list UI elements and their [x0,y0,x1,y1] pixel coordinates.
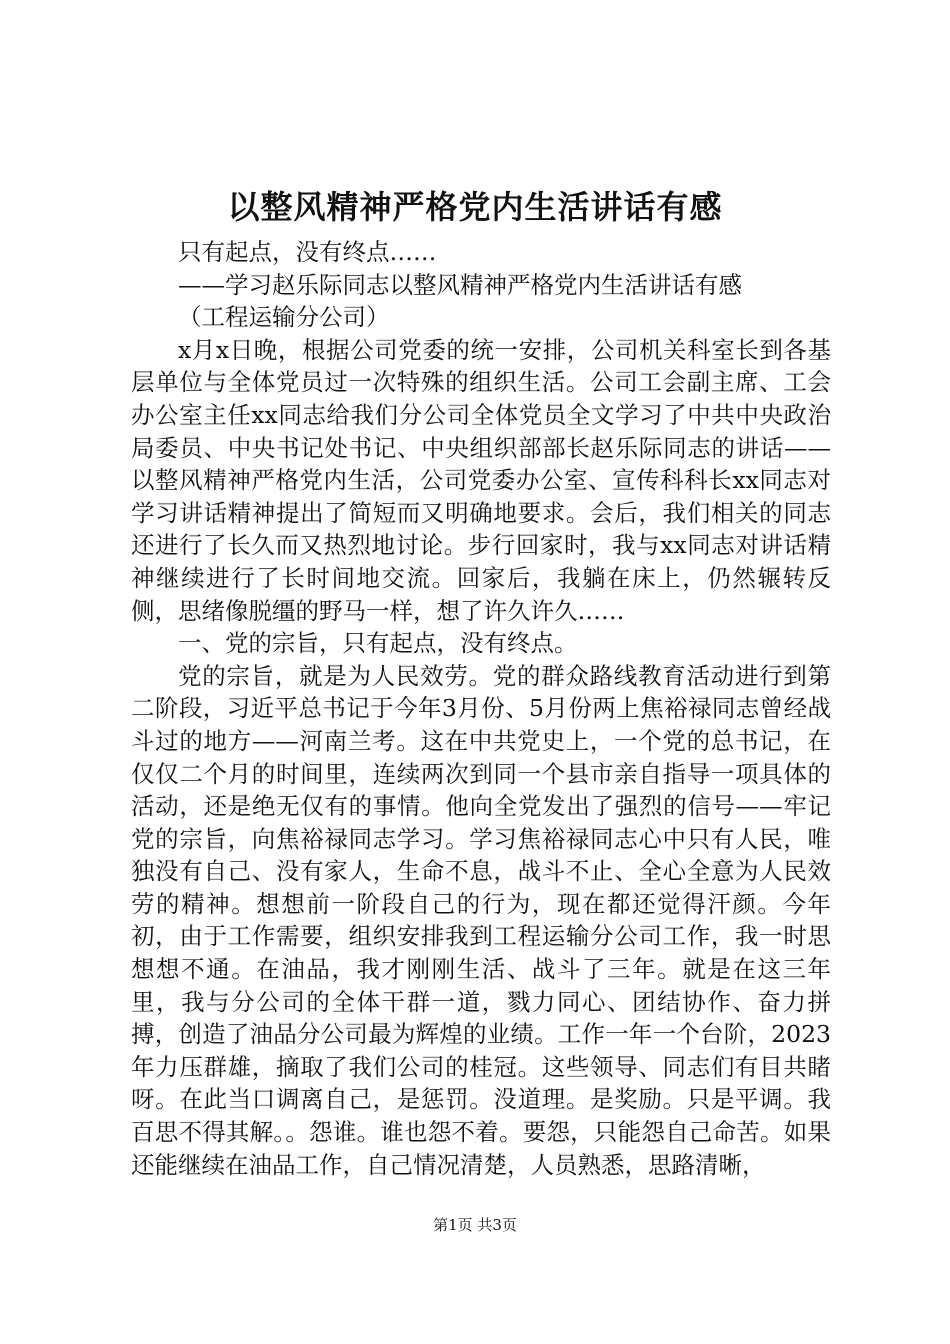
paragraph-subheading: ——学习赵乐际同志以整风精神严格党内生活讲话有感 [178,270,742,299]
page-footer: 第1页 共3页 [433,1216,517,1234]
paragraph-section-1: 党的宗旨，就是为人民效劳。党的群众路线教育活动进行到第二阶段，习近平总书记于今年3月份、5月份两上焦裕禄同志曾经战斗过的地方——河南兰考。这在中共党史上，一个党的总书记，在仅仅二个月的时间里，连续两次到同一个县市亲自指导一项具体的活动，还是绝无仅有的事情。他向全党发出了强烈的信号——牢记党的宗旨，向焦裕禄同志学习。学习焦裕禄同志心中只有人民，唯独没有自己、没有家人，生命不息，战斗不止、全心全意为人民效劳的精神。想想前一阶段自己的行为，现在都还觉得汗颜。今年初，由于工作需要，组织安排我到工程运输分公司工作，我一时思想想不通。在油品，我才刚刚生活、战斗了三年。就是在这三年里，我与分公司的全体干群一道，戮力同心、团结协作、奋力拼搏，创造了油品分公司最为辉煌的业绩。工作一年一个台阶，2023年力压群雄，摘取了我们公司的桂冠。这些领导、同志们有目共睹呀。在此当口调离自己，是惩罚。没道理。是奖励。只是平调。我百思不得其解。。怨谁。谁也怨不着。要怨，只能怨自己命苦。如果还能继续在油品工作，自己情况清楚，人员熟悉，思路清晰， [131,661,831,1179]
document-title: 以整风精神严格党内生活讲话有感 [227,188,723,226]
paragraph-department: （工程运输分公司） [178,303,390,332]
document-body [131,236,831,1181]
paragraph-subtitle-line: 只有起点，没有终点…… [178,238,437,266]
paragraph-intro: x月x日晚，根据公司党委的统一安排，公司机关科室长到各基层单位与全体党员过一次特殊的组织生活。公司工会副主席、工会办公室主任xx同志给我们分公司全体党员全文学习了中共中央政治局委员、中央书记处书记、中央组织部部长赵乐际同志的讲话——以整风精神严格党内生活，公司党委办公室、宣传科科长xx同志对学习讲话精神提出了简短而又明确地要求。会后，我们相关的同志还进行了长久而又热烈地讨论。步行回家时，我与xx同志对讲话精神继续进行了长时间地交流。回家后，我躺在床上，仍然辗转反侧，思绪像脱缰的野马一样，想了许久许久…… [131,335,831,625]
section-heading-1: 一、党的宗旨，只有起点，没有终点。 [178,629,578,658]
